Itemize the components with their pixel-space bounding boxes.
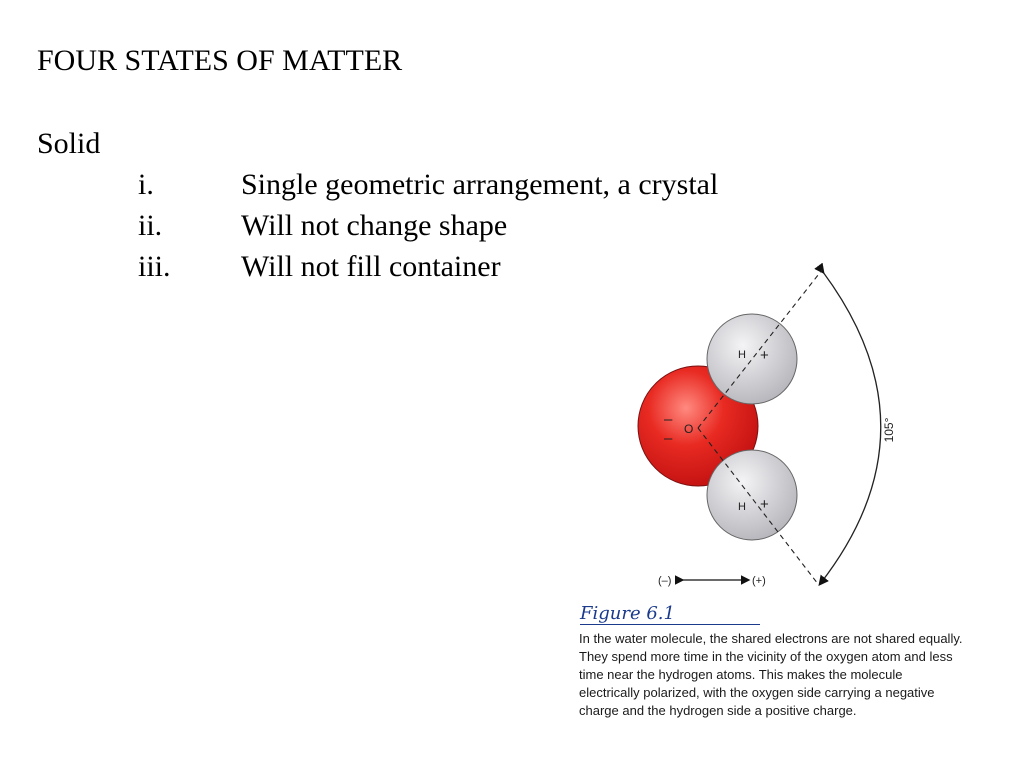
list-item-number: iii.: [138, 250, 171, 283]
hydrogen-bottom-charge: +: [760, 496, 769, 513]
negative-pole-label: (–): [658, 575, 672, 587]
hydrogen-atom-top: [707, 314, 797, 404]
list-item-text: Will not change shape: [241, 209, 508, 242]
section-heading-solid: Solid: [37, 127, 101, 160]
angle-label: 105°: [882, 417, 896, 443]
list-item-number: i.: [138, 168, 154, 201]
hydrogen-atom-bottom: [707, 450, 797, 540]
figure-caption-title: Figure 6.1: [580, 603, 675, 624]
slide-title: FOUR STATES OF MATTER: [37, 44, 403, 77]
hydrogen-top-label: H: [738, 349, 746, 361]
water-molecule-figure: [560, 260, 1000, 600]
list-item-text: Single geometric arrangement, a crystal: [241, 168, 719, 201]
caption-divider: [580, 624, 760, 625]
angle-arc: [820, 272, 881, 584]
oxygen-charge-2: –: [664, 430, 673, 447]
figure-caption-text: In the water molecule, the shared electrons are not shared equally. They spend more time in the vicinity of the oxygen atom and less time near the hydrogen atoms. This makes the molecule electrically polarized, with the oxygen side carrying a negative charge and the hydrogen side a positive charge.: [579, 631, 963, 718]
list-item-number: ii.: [138, 209, 163, 242]
oxygen-charge-1: –: [664, 411, 673, 428]
list-item-text: Will not fill container: [241, 250, 501, 283]
hydrogen-bottom-label: H: [738, 501, 746, 513]
positive-pole-label: (+): [752, 575, 766, 587]
hydrogen-top-charge: +: [760, 347, 769, 364]
oxygen-label: O: [684, 422, 694, 436]
